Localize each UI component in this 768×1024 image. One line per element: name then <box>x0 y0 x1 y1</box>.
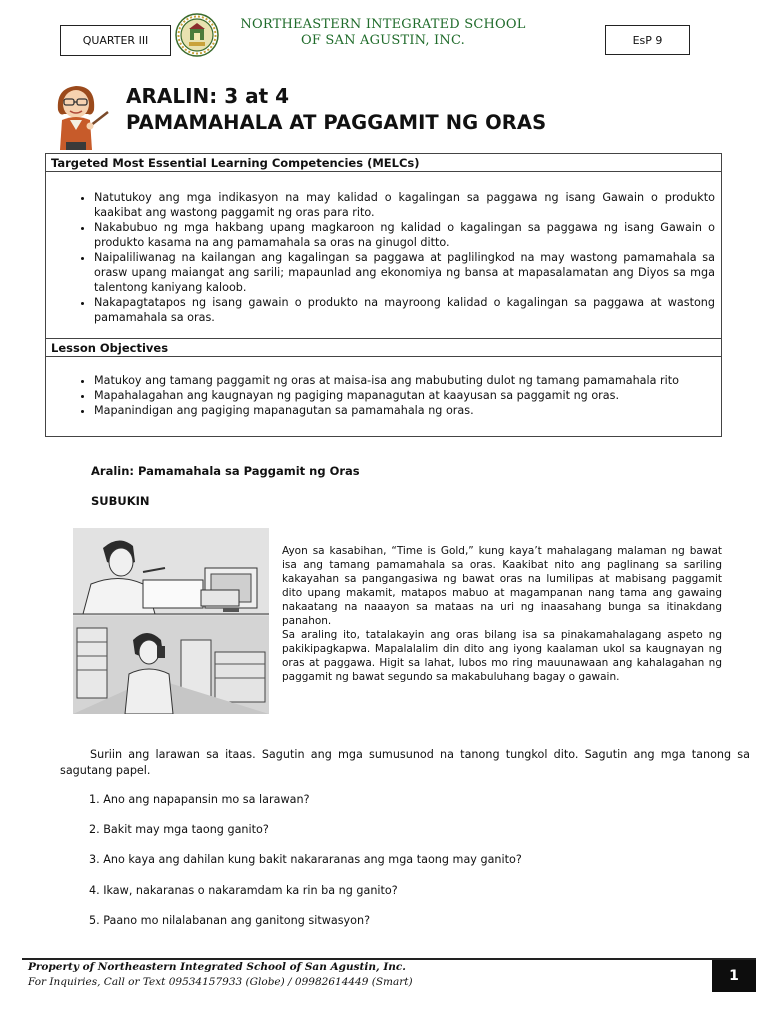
competencies-table <box>45 153 722 437</box>
section-subukin-title: SUBUKIN <box>91 494 150 508</box>
quarter-label: QUARTER III <box>60 25 171 56</box>
footer-property: Property of Northeastern Integrated School of San Agustin, Inc. <box>28 961 406 973</box>
melcs-item: • Naipaliliwanag na kailangan ang kagalingan sa paggawa at paglilingkod na may wastong pamamahala sa orasw upang maiangat ang sarili; mapaunlad ang ekonomiya ng bansa at mapasalamatan ang Diyos sa mga talentong kaniyang kaloob. <box>94 250 715 295</box>
question-item: 5. Paano mo nilalabanan ang ganitong sitwasyon? <box>89 914 371 927</box>
instruction-text: Suriin ang larawan sa itaas. Sagutin ang mga sumusunod na tanong tungkol dito. Sagutin ang mga tanong sa sagutang papel. <box>60 748 750 777</box>
question-item: 4. Ikaw, nakaranas o nakaramdam ka rin ba ng ganito? <box>89 884 398 897</box>
school-name-line2: OF SAN AGUSTIN, INC. <box>301 33 465 48</box>
lesson-title: PAMAMAHALA AT PAGGAMIT NG ORAS <box>126 111 547 134</box>
question-item: 2. Bakit may mga taong ganito? <box>89 823 269 836</box>
intro-paragraph-1: Ayon sa kasabihan, “Time is Gold,” kung kaya’t mahalagang malaman ng bawat isa ang tamang pamamahala sa oras. Kaakibat nito ang paglinang sa sariling kakayahan sa pangangasiwa ng bawat oras na lumilipas at mabisang paggamit dito upang makamit, matapos mabuo at magampanan nang tama ang gawaing nakaatang na naaayon sa mataas na uri ng inaasahang bunga sa itinakdang panahon. <box>282 545 722 627</box>
school-seal-icon <box>175 13 219 61</box>
objectives-body <box>46 357 722 437</box>
section-aralin-title: Aralin: Pamamahala sa Paggamit ng Oras <box>91 464 360 478</box>
objectives-item: • Matukoy ang tamang paggamit ng oras at maisa-isa ang mabubuting dulot ng tamang pamamahala rito <box>94 373 715 388</box>
objectives-heading: Lesson Objectives <box>46 339 722 357</box>
question-item: 3. Ano kaya ang dahilan kung bakit nakararanas ang mga taong may ganito? <box>89 853 522 866</box>
melcs-list <box>46 190 721 325</box>
melcs-body <box>46 172 722 339</box>
objectives-item: • Mapahalagahan ang kaugnayan ng pagiging mapanagutan at kaayusan sa paggamit ng oras. <box>94 388 715 403</box>
page-number: 1 <box>712 960 756 992</box>
question-item: 1. Ano ang napapansin mo sa larawan? <box>89 793 310 806</box>
footer-divider <box>22 958 756 960</box>
subject-label: EsP 9 <box>605 25 690 55</box>
melcs-item: • Nakabubuo ng mga hakbang upang magkaroon ng kalidad o kagalingan sa paggawa ng isang Gawain o produkto kasama na ang pamamahala sa oras na ginugol ditto. <box>94 220 715 250</box>
objectives-item: • Mapanindigan ang pagiging mapanagutan sa pamamahala ng oras. <box>94 403 715 418</box>
melcs-heading: Targeted Most Essential Learning Competencies (MELCs) <box>46 154 722 172</box>
objectives-list <box>46 373 721 418</box>
melcs-item: • Natutukoy ang mga indikasyon na may kalidad o kagalingan sa paggawa ng isang Gawain o produkto kaakibat ang wastong paggamit ng oras para rito. <box>94 190 715 220</box>
lesson-number: ARALIN: 3 at 4 <box>126 84 290 108</box>
school-name <box>238 17 528 49</box>
school-name-line1: NORTHEASTERN INTEGRATED SCHOOL <box>240 17 526 32</box>
melcs-item: • Nakapagtatapos ng isang gawain o produkto na mayroong kalidad o kagalingan sa paggawa at wastong pamamahala sa oras. <box>94 295 715 325</box>
footer-inquiries: For Inquiries, Call or Text 09534157933 (Globe) / 09982614449 (Smart) <box>28 976 413 988</box>
teacher-cartoon-icon <box>48 80 112 156</box>
intro-paragraph-2: Sa araling ito, tatalakayin ang oras bilang isa sa pinakamahalagang aspeto ng pakikipagkapwa. Mapalalalim din dito ang iyong kaalaman ukol sa kaugnayan ng oras at paggawa. Higit sa lahat, lubos mo ring mauunawaan ang kahalagahan ng paggamit ng bawat segundo sa makabuluhang bagay o gawain. <box>282 629 722 683</box>
busy-people-illustration <box>73 528 269 714</box>
